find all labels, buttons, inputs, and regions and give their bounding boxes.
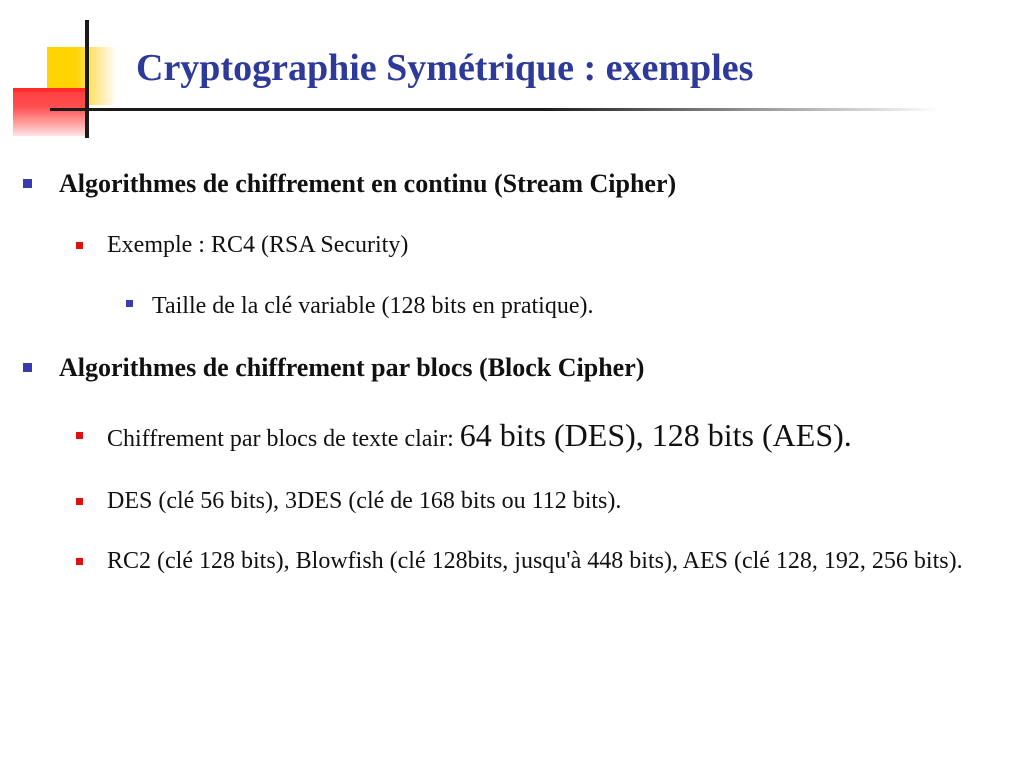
square-bullet-icon (23, 179, 32, 188)
square-bullet-icon (76, 498, 83, 505)
decor-red-edge (13, 88, 85, 92)
bullet-item-des (76, 478, 621, 524)
bullet-item-key-size (126, 289, 593, 323)
title-underline (50, 108, 940, 111)
square-bullet-icon (76, 242, 83, 249)
bullet-item-rc2 (76, 538, 991, 584)
bullet-text (107, 412, 852, 462)
bullet-item-block-sizes (76, 412, 852, 462)
bullet-text: Algorithmes de chiffrement en continu (Stream Cipher) (59, 169, 677, 198)
bullet-text: RC2 (clé 128 bits), Blowfish (clé 128bits, jusqu'à 448 bits), AES (clé 128, 192, 256 bits). (107, 548, 963, 574)
bullet-text: Algorithmes de chiffrement par blocs (Block Cipher) (59, 353, 645, 382)
bullet-text-large: 64 bits (DES), 128 bits (AES). (459, 417, 852, 453)
decor-red-square (13, 88, 85, 136)
bullet-item-stream-cipher (23, 167, 676, 201)
bullet-item-rc4 (76, 222, 408, 268)
square-bullet-icon (76, 432, 83, 439)
square-bullet-icon (23, 363, 32, 372)
slide-title: Cryptographie Symétrique : exemples (136, 47, 754, 89)
decor-vertical-line (85, 20, 89, 138)
bullet-text: Taille de la clé variable (128 bits en pratique). (152, 293, 594, 319)
bullet-text: Exemple : RC4 (RSA Security) (107, 232, 409, 258)
square-bullet-icon (76, 558, 83, 565)
bullet-text-small: Chiffrement par blocs de texte clair: (107, 426, 454, 452)
bullet-text: DES (clé 56 bits), 3DES (clé de 168 bits ou 112 bits). (107, 488, 622, 514)
bullet-item-block-cipher (23, 351, 644, 385)
square-bullet-icon (126, 300, 133, 307)
